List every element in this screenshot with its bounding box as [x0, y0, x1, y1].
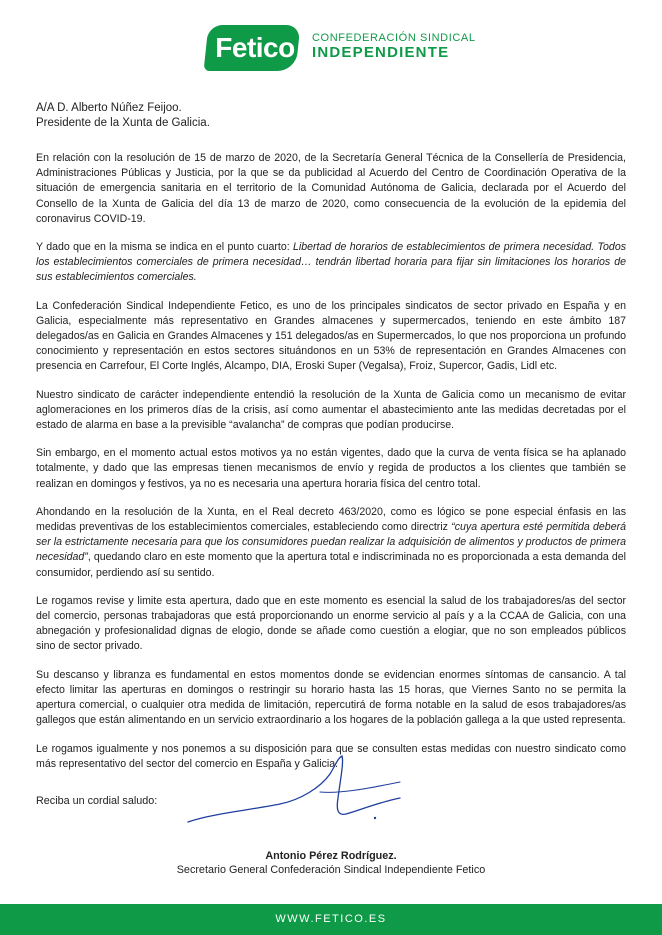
- logo-text: Fetico: [215, 32, 295, 63]
- org-name-line2: INDEPENDIENTE: [312, 44, 450, 61]
- paragraph-2-quote: Libertad de horarios de establecimientos de primera necesidad. Todos los establecimientos comerciales de primera necesidad… tendrán libertad horaria para fijar sin limitaciones los horarios de sus establecimientos comerciales.: [36, 241, 627, 284]
- paragraph-6-quote: “cuya apertura esté permitida deberá ser la estrictamente necesaria para que los consumidores puedan realizar la adquisición de alimentos y productos de primera necesidad”: [36, 521, 627, 564]
- paragraph-1: En relación con la resolución de 15 de marzo de 2020, de la Secretaría General Técnica de la Consellería de Presidencia, Administraciones Públicas y Justicia, por la que se da publicidad al Acuerdo del Centro de Coordinación Operativa de la situación de emergencia sanitaria en el territorio de la Comunidad Autónoma de Galicia, declarada por el Acuerdo del Consello de la Xunta de Galicia del día 13 de marzo de 2020, como consecuencia de la evolución de la epidemia del coronavirus COVID-19.: [36, 152, 626, 225]
- closing-salutation: Reciba un cordial saludo:: [36, 795, 158, 807]
- paragraph-3: La Confederación Sindical Independiente Fetico, es uno de los principales sindicatos de sector privado en España y en Galicia, especialmente más representativo en Grandes almacenes y supermercados, teniendo en este ámbito 187 delegados/as en Galicia en Grandes Almacenes y 151 delegados/as en Supermercados, lo que nos proporciona un profundo conocimiento y representación en estos sectores situándonos en un 53% de representación en Grandes Almacenes con presencia en Carrefour, El Corte Inglés, Alcampo, DIA, Eroski Super (Vegalsa), Froiz, Supercor, Gadis, Lidl etc.: [36, 299, 626, 373]
- paragraph-6: [36, 505, 626, 581]
- paragraph-9: Le rogamos igualmente y nos ponemos a su disposición para que se consulten estas medidas con nuestro sindicato como más representativo del sector del comercio en España y Galicia.: [36, 742, 626, 770]
- paragraph-2-intro: Y dado que en la misma se indica en el punto cuarto:: [36, 241, 293, 254]
- letterhead: [0, 0, 662, 90]
- paragraph-2: [36, 240, 626, 286]
- recipient-name: A/A D. Alberto Núñez Feijoo.: [36, 102, 182, 114]
- recipient-address: [36, 101, 210, 131]
- paragraph-6-intro: Ahondando en la resolución de la Xunta, en el Real decreto 463/2020, como es lógico se pone especial énfasis en las medidas preventivas de los establecimientos comerciales, estableciendo como directriz: [36, 505, 626, 534]
- paragraph-7: Le rogamos revise y limite esta apertura, dado que en este momento es esencial la salud de los trabajadores/as del sector del comercio, personas trabajadoras que está proporcionando un enorme servicio al país y a la CCAA de Galicia, con una abnegación y profesionalidad dignas de elogio, donde se añade como cuestión a elogiar, que no son empleados públicos sino de sector privado.: [36, 594, 626, 653]
- handwritten-signature: [170, 752, 420, 842]
- paragraph-5: Sin embargo, en el momento actual estos motivos ya no están vigentes, dado que la curva de venta física se ha aplanado totalmente, y dado que las empresas tienen mecanismos de envío y regida de productos a los clientes que también se realizan en domingos y festivos, ya no es necesaria una apertura horaria física del centro total.: [36, 447, 626, 490]
- footer-bar: [0, 904, 662, 935]
- recipient-title: Presidente de la Xunta de Galicia.: [36, 117, 210, 129]
- signer-title: Secretario General Confederación Sindical Independiente Fetico: [176, 864, 486, 876]
- signer-name: Antonio Pérez Rodríguez.: [265, 850, 397, 862]
- org-name-line1: CONFEDERACIÓN SINDICAL: [312, 32, 476, 44]
- website-link[interactable]: WWW.FETICO.ES: [275, 913, 387, 925]
- paragraph-6-end: , quedando claro en este momento que la apertura total e indiscriminada no es proporcionada a esta demanda del consumidor, perdiendo así su sentido.: [36, 551, 626, 579]
- paragraph-8: Su descanso y libranza es fundamental en estos momentos donde se evidencian enormes síntomas de cansancio. A tal efecto limitar las aperturas en domingos o restringir su horario hasta las 15 horas, que Viernes Santo no se permita la apertura comercial, o cualquier otra medida de limitación, repercutirá de forma notable en la salud de esos trabajadores/as gallegos que están alimentando en un servicio extraordinario a los hogares de la población gallega a la que usted representa.: [36, 668, 626, 727]
- paragraph-4: Nuestro sindicato de carácter independiente entendió la resolución de la Xunta de Galicia como un mecanismo de evitar aglomeraciones en los primeros días de la crisis, así como aumentar el abastecimiento ante las medidas decretadas por el estado de alarma en base a la previsible “avalancha” de compras que podían producirse.: [36, 388, 626, 432]
- letter-body: [36, 151, 626, 785]
